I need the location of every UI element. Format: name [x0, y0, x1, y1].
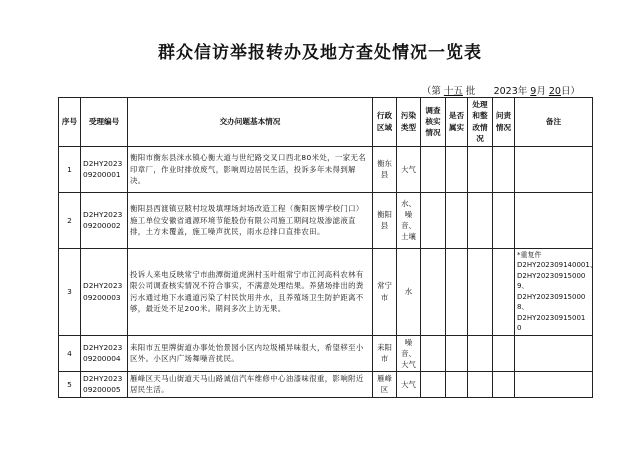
petition-table [58, 97, 597, 398]
cell-verified [421, 335, 446, 371]
cell-is-true [446, 248, 468, 335]
cell-rectification [468, 371, 493, 397]
cell-rectification [468, 248, 493, 335]
cell-accountability [493, 146, 515, 192]
cell-code: D2HY2023 09200002 [81, 192, 128, 248]
date-year: 2023 [493, 86, 518, 97]
header-is-true: 是否属实 [446, 98, 468, 147]
cell-remark: *重复件 D2HY202309140001、D2HY20230915000 9、D2HY20230915000 8、D2HY20230915001 0 [515, 248, 593, 335]
cell-pollution: 水 [397, 248, 421, 335]
date-month: 9 [530, 86, 537, 97]
header-pollution: 污染类型 [397, 98, 421, 147]
cell-verified [421, 248, 446, 335]
header-seq: 序号 [59, 98, 81, 147]
cell-accountability [493, 248, 515, 335]
cell-region: 常宁市 [373, 248, 397, 335]
cell-verified [421, 371, 446, 397]
cell-is-true [446, 192, 468, 248]
cell-rectification [468, 192, 493, 248]
table-row [59, 146, 593, 192]
cell-issue: 衡阳县西渡镇豆陂村垃圾填埋场封场改造工程（衡阳医博学校门口）施工单位安徽省通源环境节能股份有限公司施工期间垃圾渗滤液直排，土方未覆盖，施工噪声扰民，雨水总排口直排农田。 [128, 192, 373, 248]
cell-code: D2HY2023 09200003 [81, 248, 128, 335]
cell-remark [515, 335, 593, 371]
date-day: 20 [548, 86, 561, 97]
cell-code: D2HY2023 09200004 [81, 335, 128, 371]
cell-issue: 衡阳市衡东县洣水镇心衡大道与世纪路交叉口西北80米处，一家无名印章厂，作业时排放废气，影响周边居民生活，投诉多年未得到解决。 [128, 146, 373, 192]
cell-verified [421, 146, 446, 192]
cell-code: D2HY2023 09200001 [81, 146, 128, 192]
batch-date-line [422, 83, 580, 97]
cell-remark [515, 371, 593, 397]
date-month-suffix: 月 [536, 86, 546, 97]
header-accountability: 问责情况 [493, 98, 515, 147]
header-rectification: 处理和整改情况 [468, 98, 493, 147]
cell-seq: 3 [59, 248, 81, 335]
header-code: 受理编号 [81, 98, 128, 147]
cell-seq: 1 [59, 146, 81, 192]
header-verified: 调查核实情况 [421, 98, 446, 147]
cell-issue: 雁峰区天马山街道天马山路诚信汽车维修中心油漆味很重，影响附近居民生活。 [128, 371, 373, 397]
date-year-suffix: 年 [517, 86, 528, 97]
cell-remark [515, 192, 593, 248]
cell-accountability [493, 335, 515, 371]
cell-rectification [468, 146, 493, 192]
cell-verified [421, 192, 446, 248]
batch-number: 十五 [443, 86, 463, 97]
table-row [59, 192, 593, 248]
table-header-row [59, 98, 593, 147]
cell-issue: 投诉人来电反映常宁市曲潭街道虎洲村玉叶组常宁市江河高科农林有限公司调查核实情况不符合事实，不满意处理结果。养猪场排出的粪污水通过地下水通道污染了村民饮用井水，且养殖场卫生防护距离不够，最近处不足200米。期间多次上访无果。 [128, 248, 373, 335]
cell-code: D2HY2023 09200005 [81, 371, 128, 397]
cell-region: 雁峰区 [373, 371, 397, 397]
cell-is-true [446, 146, 468, 192]
cell-accountability [493, 371, 515, 397]
cell-pollution: 水、噪音、土壤 [397, 192, 421, 248]
header-region: 行政区域 [373, 98, 397, 147]
header-remark: 备注 [515, 98, 593, 147]
cell-pollution: 大气 [397, 371, 421, 397]
document-title: 群众信访举报转办及地方查处情况一览表 [158, 43, 482, 63]
table-row [59, 248, 593, 335]
cell-seq: 2 [59, 192, 81, 248]
cell-seq: 5 [59, 371, 81, 397]
cell-accountability [493, 192, 515, 248]
cell-region: 耒阳市 [373, 335, 397, 371]
date-day-suffix: 日） [560, 86, 580, 97]
header-issue: 交办问题基本情况 [128, 98, 373, 147]
table-row [59, 335, 593, 371]
cell-pollution: 大气 [397, 146, 421, 192]
batch-label: 批 [465, 86, 476, 97]
cell-region: 衡阳县 [373, 192, 397, 248]
cell-is-true [446, 335, 468, 371]
cell-seq: 4 [59, 335, 81, 371]
batch-open: （第 [421, 86, 441, 97]
cell-rectification [468, 335, 493, 371]
cell-region: 衡东县 [373, 146, 397, 192]
cell-issue: 耒阳市五里牌街道办事处怡景园小区内垃圾桶异味很大，希望移至小区外。小区内广场舞噪音扰民。 [128, 335, 373, 371]
cell-pollution: 噪音、大气 [397, 335, 421, 371]
table-row [59, 371, 593, 397]
cell-is-true [446, 371, 468, 397]
cell-remark [515, 146, 593, 192]
